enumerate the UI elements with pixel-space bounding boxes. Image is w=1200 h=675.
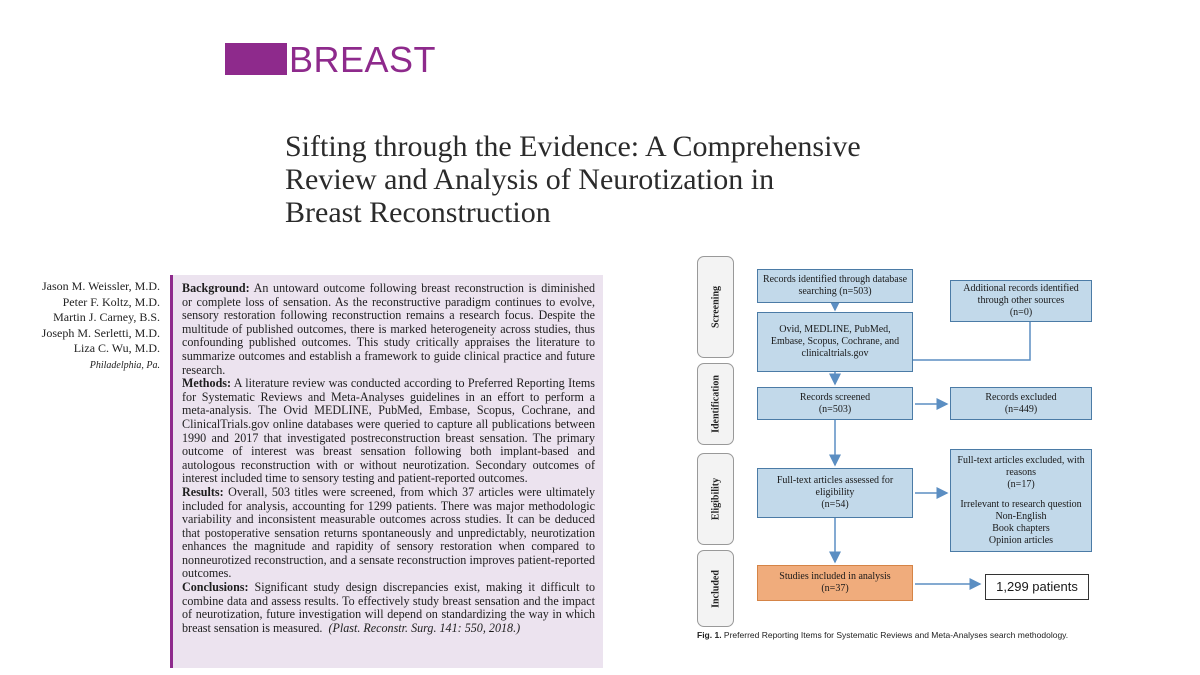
section-color-bar: [225, 43, 287, 75]
affiliation: Philadelphia, Pa.: [89, 359, 160, 371]
methods-label: Methods:: [182, 376, 232, 391]
results-text: Overall, 503 titles were screened, from which 37 articles were ultimately included for analysis, accounting for 1299 patients. There was major methodologic variability and inconsistent measurable outcomes across studies. It can be deduced that postoperative sensation returns spontaneously and unpredictably, neurotization enhances the magnitude and rapidity of sensory restoration when compared to nonneurotized reconstruction, and a sensate reconstruction improves patient-reported outcomes.: [182, 484, 595, 581]
box-fulltext-assessed: Full-text articles assessed for eligibility (n=54): [757, 468, 913, 518]
abstract-results: [182, 486, 595, 581]
background-text: An untoward outcome following breast reconstruction is diminished or complete loss of sensation. As the reconstructive paradigm continues to evolve, sensory restoration following reconstruction remains a research focus. Despite the multitude of published outcomes, there is marked heterogeneity across studies, thus confounding published outcomes. This study critically appraises the literature to summarize outcomes and establish a framework to guide clinical practice and future research.: [182, 281, 595, 377]
title-line: Breast Reconstruction: [285, 196, 551, 229]
conclusions-text: Significant study design discrepancies exist, making it difficult to combine data and assess results. To effectively study breast sensation and the impact of neurotization, future investigation will depend on standardizing the way in which breast sensation is measured.: [182, 580, 595, 635]
author-name: Joseph M. Serletti, M.D.: [41, 325, 160, 340]
author-name: Martin J. Carney, B.S.: [53, 310, 160, 324]
author-name: Liza C. Wu, M.D.: [73, 341, 160, 355]
title-line: Sifting through the Evidence: A Comprehensive: [285, 130, 861, 163]
box-database-search: Records identified through database searching (n=503): [757, 269, 913, 303]
caption-text: Preferred Reporting Items for Systematic Reviews and Meta-Analyses search methodology.: [721, 630, 1069, 640]
author-list: [20, 279, 160, 373]
box-patients: 1,299 patients: [985, 574, 1089, 600]
stage-identification: Identification: [697, 363, 734, 445]
stage-eligibility: Eligibility: [697, 453, 734, 545]
background-label: Background:: [182, 281, 250, 295]
abstract-methods: [182, 377, 595, 486]
title-line: Review and Analysis of Neurotization in: [285, 163, 775, 196]
box-fulltext-excluded: Full-text articles excluded, with reasons (n=17) Irrelevant to research question Non-English Book chapters Opinion articles: [950, 449, 1092, 552]
figure-caption: [697, 630, 1197, 640]
methods-text: A literature review was conducted according to Preferred Reporting Items for Systematic Reviews and Meta-Analyses guidelines in an effort to perform a meta-analysis. The Ovid MEDLINE, PubMed, Embase, Scopus, Cochrane, and ClinicalTrials.gov online databases were queried to capture all publications between 1990 and 2017 that investigated postreconstruction breast sensation. The primary outcome of interest was breast sensation following both implant-based and autologous reconstruction with or without neurotization. Secondary outcomes of interest included time to sensory testing and patient-reported outcomes.: [182, 376, 595, 486]
conclusions-label: Conclusions:: [182, 580, 249, 595]
abstract-background: [182, 282, 595, 377]
author-name: Jason M. Weissler, M.D.: [42, 279, 160, 293]
article-title: [285, 130, 1005, 229]
box-databases: Ovid, MEDLINE, PubMed, Embase, Scopus, Cochrane, and clinicaltrials.gov: [757, 312, 913, 372]
section-label: BREAST: [289, 39, 437, 80]
stage-screening: Screening: [697, 256, 734, 358]
author-name: Peter F. Koltz, M.D.: [62, 294, 160, 309]
results-label: Results:: [182, 484, 224, 499]
box-records-screened: Records screened (n=503): [757, 387, 913, 420]
prisma-flowchart: [690, 248, 1090, 638]
caption-label: Fig. 1.: [697, 630, 722, 640]
citation: (Plast. Reconstr. Surg. 141: 550, 2018.): [328, 620, 521, 635]
box-records-excluded: Records excluded (n=449): [950, 387, 1092, 420]
abstract-box: [170, 275, 603, 668]
stage-included: Included: [697, 550, 734, 627]
box-studies-included: Studies included in analysis (n=37): [757, 565, 913, 601]
abstract-conclusions: [182, 581, 595, 635]
box-other-sources: Additional records identified through other sources (n=0): [950, 280, 1092, 322]
